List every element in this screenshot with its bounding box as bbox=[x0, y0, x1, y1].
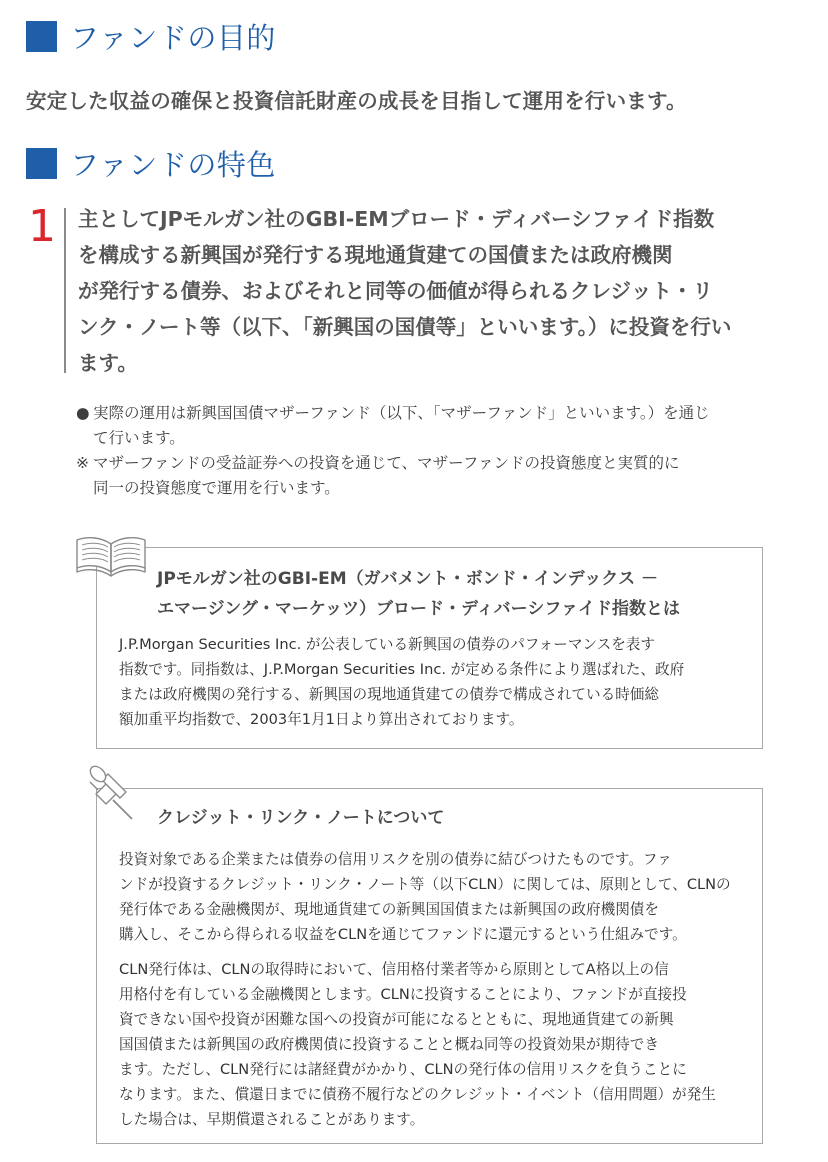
body-line: 資できない国や投資が困難な国への投資が可能になるとともに、現地通貨建ての新興 bbox=[119, 1011, 674, 1028]
box-body bbox=[119, 632, 684, 732]
feature-number: 1 bbox=[28, 201, 56, 252]
box-title bbox=[157, 564, 680, 624]
asterisk-note-line: 同一の投資態度で運用を行います。 bbox=[93, 479, 340, 497]
body-line: 発行体である金融機関が、現地通貨建ての新興国国債または新興国の政府機関債を bbox=[119, 901, 659, 918]
heading-square-marker bbox=[26, 21, 57, 52]
bullet-note-line: て行います。 bbox=[93, 429, 185, 447]
purpose-text: 安定した収益の確保と投資信託財産の成長を目指して運用を行います。 bbox=[26, 89, 687, 113]
note-text: 実際の運用は新興国国債マザーファンド（以下、「マザーファンド」といいます。）を通じ bbox=[93, 404, 710, 422]
feature-line: 主としてJPモルガン社のGBI-EMブロード・ディバーシファイド指数 bbox=[78, 207, 715, 231]
book-icon bbox=[74, 532, 148, 578]
credit-link-note-box bbox=[96, 788, 763, 1144]
bullet-icon: ● bbox=[76, 404, 90, 422]
box-paragraph-2 bbox=[119, 957, 716, 1132]
section-heading-features bbox=[26, 143, 276, 183]
index-explanation-box bbox=[96, 547, 763, 749]
feature-text bbox=[78, 201, 770, 381]
box-title: クレジット・リンク・ノートについて bbox=[157, 808, 445, 828]
body-line: ます。ただし、CLN発行には諸経費がかかり、CLNの発行体の信用リスクを負うことに bbox=[119, 1061, 687, 1078]
box-paragraph-1 bbox=[119, 847, 731, 947]
note-text: マザーファンドの受益証券への投資を通じて、マザーファンドの投資態度と実質的に bbox=[93, 454, 680, 472]
feature-line: が発行する債券、およびそれと同等の価値が得られるクレジット・リ bbox=[78, 279, 713, 303]
body-line: 投資対象である企業または債券の信用リスクを別の債券に結びつけたものです。ファ bbox=[119, 851, 672, 868]
feature-line: を構成する新興国が発行する現地通貨建ての国債または政府機関 bbox=[78, 243, 673, 267]
body-line: 指数です。同指数は、J.P.Morgan Securities Inc. が定める条件により選ばれた、政府 bbox=[119, 661, 685, 678]
section-heading-purpose bbox=[26, 16, 276, 56]
body-line: J.P.Morgan Securities Inc. が公表している新興国の債券のパフォーマンスを表す bbox=[119, 636, 655, 653]
body-line: 用格付を有している金融機関とします。CLNに投資することにより、ファンドが直接投 bbox=[119, 986, 687, 1003]
body-line: 購入し、そこから得られる収益をCLNを通じてファンドに還元するという仕組みです。 bbox=[119, 926, 687, 943]
heading-square-marker bbox=[26, 148, 57, 179]
bullet-note-line bbox=[76, 401, 776, 426]
body-line: CLN発行体は、CLNの取得時において、信用格付業者等から原則としてA格以上の信 bbox=[119, 961, 669, 978]
body-line: した場合は、早期償還されることがあります。 bbox=[119, 1111, 425, 1128]
box-title-line: エマージング・マーケッツ）ブロード・ディバーシファイド指数とは bbox=[157, 599, 681, 619]
box-title-line: JPモルガン社のGBI-EM（ガバメント・ボンド・インデックス － bbox=[157, 569, 659, 589]
body-line: ンドが投資するクレジット・リンク・ノート等（以下CLN）に関しては、原則として、CLNの bbox=[119, 876, 731, 893]
heading-text: ファンドの目的 bbox=[70, 20, 276, 55]
body-line: 国国債または新興国の政府機関債に投資することと概ね同等の投資効果が期待でき bbox=[119, 1036, 659, 1053]
feature-divider bbox=[64, 208, 66, 373]
body-line: 額加重平均指数で、2003年1月1日より算出されております。 bbox=[119, 711, 524, 728]
feature-notes bbox=[76, 401, 776, 501]
heading-text: ファンドの特色 bbox=[70, 147, 276, 182]
asterisk-icon: ※ bbox=[76, 454, 89, 472]
body-line: または政府機関の発行する、新興国の現地通貨建ての債券で構成されている時価総 bbox=[119, 686, 659, 703]
asterisk-note-line bbox=[76, 451, 776, 476]
feature-line: ます。 bbox=[78, 351, 138, 375]
pushpin-icon bbox=[76, 760, 140, 824]
feature-line: ンク・ノート等（以下、「新興国の国債等」といいます。）に投資を行い bbox=[78, 315, 732, 339]
body-line: なります。また、償還日までに債務不履行などのクレジット・イベント（信用問題）が発生 bbox=[119, 1086, 716, 1103]
